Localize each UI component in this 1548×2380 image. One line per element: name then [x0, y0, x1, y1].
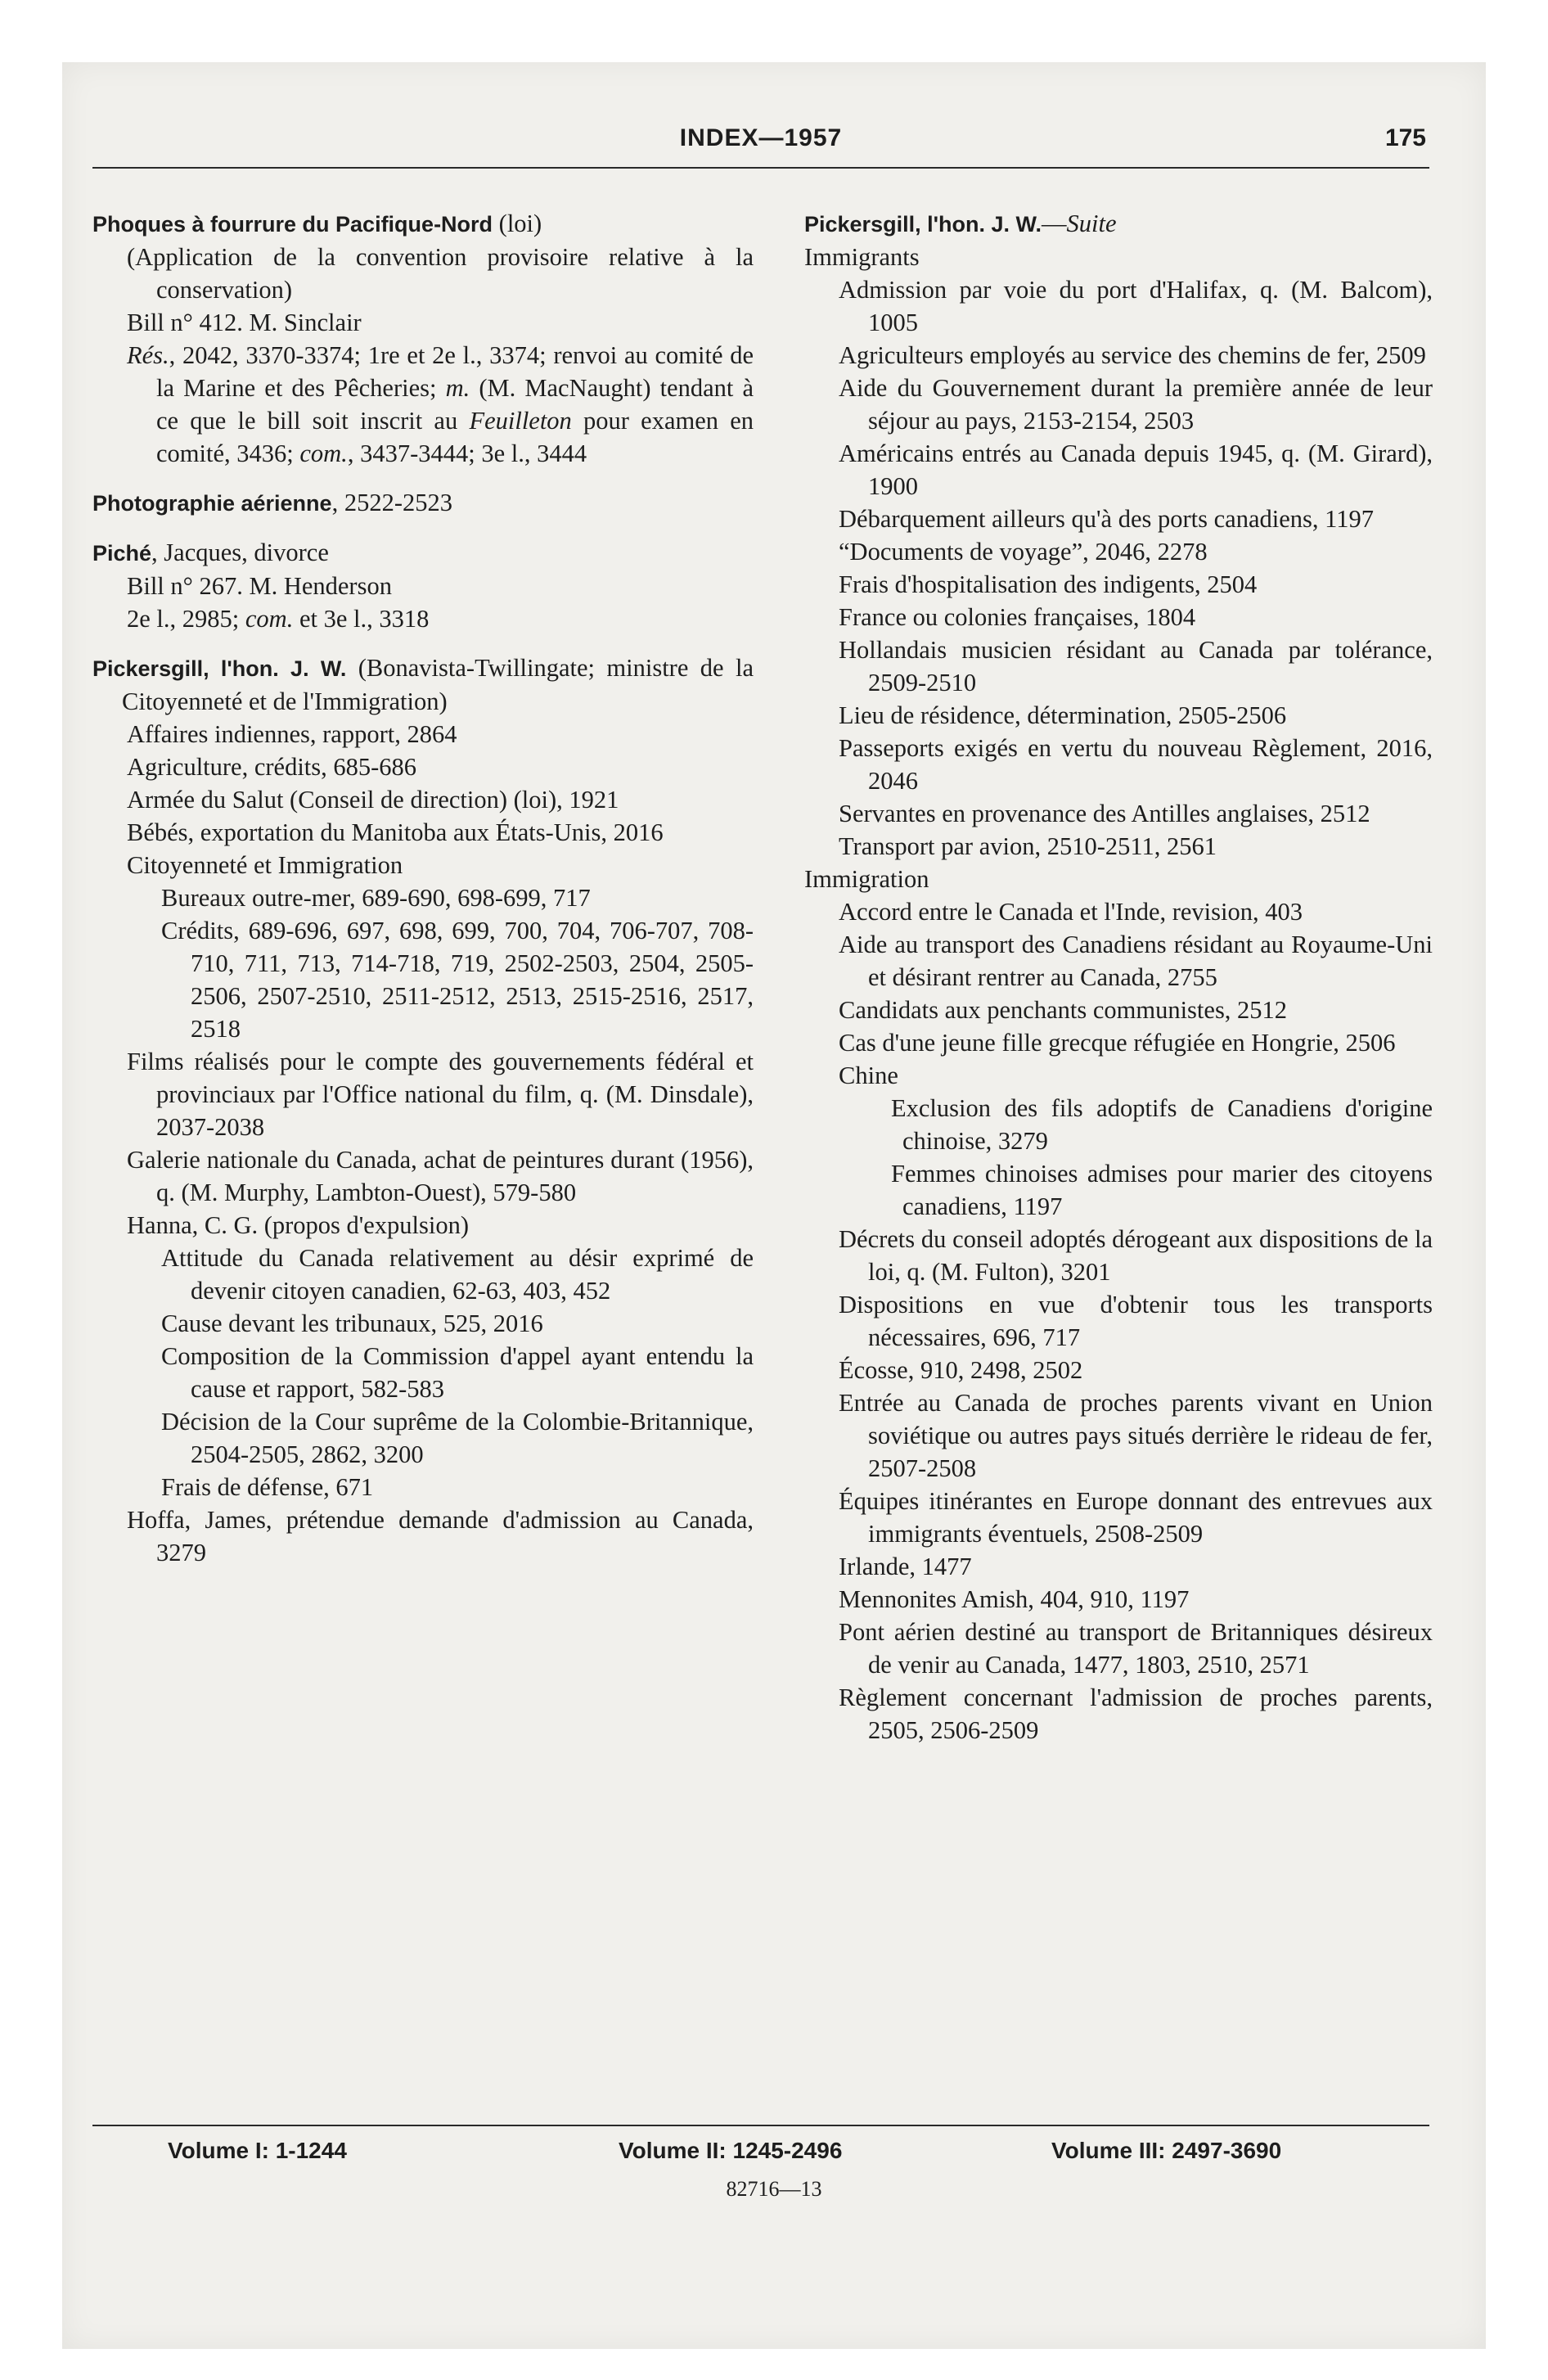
index-heading [92, 207, 754, 241]
entry-name: Pickersgill, l'hon. J. W. [804, 212, 1042, 237]
page-header [92, 124, 1429, 169]
index-subentry [804, 1616, 1433, 1681]
entry-text: Bill n° 267. M. Henderson [127, 572, 392, 600]
index-column-right [804, 207, 1433, 1747]
index-subentry [804, 535, 1433, 568]
entry-text: Transport par avion, 2510-2511, 2561 [839, 832, 1217, 860]
index-subentry [92, 718, 754, 751]
entry-text: Pont aérien destiné au transport de Britanniques désireux de venir au Canada, 1477, 1803, 2510, 2571 [839, 1618, 1433, 1679]
entry-text: (loi) [493, 210, 542, 237]
index-subentry [804, 863, 1433, 895]
running-title: INDEX—1957 [679, 124, 843, 151]
entry-text: Immigration [804, 865, 929, 893]
page-footer [92, 2125, 1429, 2201]
entry-text: com. [245, 605, 294, 633]
index-subentry [92, 306, 754, 339]
entry-text: Attitude du Canada relativement au désir exprimé de devenir citoyen canadien, 62-63, 403, 452 [161, 1244, 754, 1305]
entry-text: Débarquement ailleurs qu'à des ports canadiens, 1197 [839, 505, 1374, 533]
index-subentry [804, 699, 1433, 732]
entry-name: Photographie aérienne [92, 491, 332, 516]
entry-text: Aide du Gouvernement durant la première année de leur séjour au pays, 2153-2154, 2503 [839, 374, 1433, 435]
index-heading [92, 651, 754, 718]
index-subentry [804, 1092, 1433, 1157]
index-subentry [92, 339, 754, 470]
entry-text: , 3437-3444; 3e l., 3444 [347, 439, 587, 467]
entry-text: , Jacques, divorce [151, 539, 329, 566]
volume-3-range: Volume III: 2497-3690 [1051, 2138, 1282, 2163]
index-subentry [804, 1681, 1433, 1747]
entry-text: Agriculture, crédits, 685-686 [127, 753, 417, 781]
index-subentry [92, 783, 754, 816]
index-subentry [804, 895, 1433, 928]
entry-text: (Bonavista-Twillingate; ministre de la Citoyenneté et de l'Immigration) [122, 654, 754, 715]
entry-name: Pickersgill, l'hon. J. W. [92, 656, 347, 681]
index-subentry [804, 241, 1433, 273]
index-subentry [92, 1307, 754, 1340]
index-subentry [804, 568, 1433, 601]
index-subentry [92, 1471, 754, 1503]
volume-1-range: Volume I: 1-1244 [168, 2138, 347, 2163]
entry-text: Admission par voie du port d'Halifax, q. (M. Balcom), 1005 [839, 276, 1433, 336]
index-subentry [92, 881, 754, 914]
index-subentry [804, 994, 1433, 1026]
entry-text: Hoffa, James, prétendue demande d'admission au Canada, 3279 [127, 1506, 754, 1566]
index-subentry [804, 503, 1433, 535]
entry-text: Américains entrés au Canada depuis 1945, q. (M. Girard), 1900 [839, 439, 1433, 500]
entry-text: Composition de la Commission d'appel ayant entendu la cause et rapport, 582-583 [161, 1342, 754, 1403]
entry-text: et 3e l., 3318 [293, 605, 430, 633]
index-subentry [804, 1354, 1433, 1386]
index-subentry [92, 1209, 754, 1242]
index-subentry [804, 273, 1433, 339]
entry-text: (Application de la convention provisoire relative à la conservation) [127, 243, 754, 304]
entry-text: m. [445, 374, 470, 402]
index-subentry [92, 1503, 754, 1569]
entry-text: com. [299, 439, 348, 467]
entry-text: pour examen en comité, 3436; [156, 407, 754, 467]
entry-text: Hollandais musicien résidant au Canada par tolérance, 2509-2510 [839, 636, 1433, 696]
entry-text: Écosse, 910, 2498, 2502 [839, 1356, 1083, 1384]
entry-text: Cas d'une jeune fille grecque réfugiée en Hongrie, 2506 [839, 1029, 1396, 1057]
entry-text: Hanna, C. G. (propos d'expulsion) [127, 1211, 470, 1239]
entry-text: Servantes en provenance des Antilles anglaises, 2512 [839, 800, 1370, 827]
entry-text: Aide au transport des Canadiens résidant au Royaume-Uni et désirant rentrer au Canada, 2755 [839, 931, 1433, 991]
index-subentry [804, 830, 1433, 863]
index-subentry [92, 914, 754, 1045]
printer-code: 82716—13 [726, 2177, 822, 2201]
entry-text: Équipes itinérantes en Europe donnant des entrevues aux immigrants éventuels, 2508-2509 [839, 1487, 1433, 1548]
index-subentry [92, 241, 754, 306]
index-subentry [804, 928, 1433, 994]
index-subentry [804, 797, 1433, 830]
index-subentry [804, 1550, 1433, 1583]
entry-text: — [1042, 210, 1067, 237]
entry-text: Règlement concernant l'admission de proches parents, 2505, 2506-2509 [839, 1684, 1433, 1744]
index-subentry [92, 1340, 754, 1405]
entry-text: Chine [839, 1062, 898, 1089]
index-subentry [804, 437, 1433, 503]
entry-text: Affaires indiennes, rapport, 2864 [127, 720, 457, 748]
index-subentry [804, 1157, 1433, 1223]
index-subentry [92, 570, 754, 602]
entry-text: , 2522-2523 [331, 489, 452, 516]
index-subentry [92, 751, 754, 783]
index-subentry [804, 1059, 1433, 1092]
entry-text: Femmes chinoises admises pour marier des citoyens canadiens, 1197 [891, 1160, 1433, 1220]
index-heading [804, 207, 1433, 241]
entry-text: Bébés, exportation du Manitoba aux États-Unis, 2016 [127, 818, 664, 846]
index-subentry [804, 1026, 1433, 1059]
index-subentry [804, 732, 1433, 797]
index-subentry [804, 633, 1433, 699]
entry-text: Cause devant les tribunaux, 525, 2016 [161, 1309, 543, 1337]
index-heading [92, 486, 754, 520]
entry-text: Crédits, 689-696, 697, 698, 699, 700, 704, 706-707, 708-710, 711, 713, 714-718, 719, 2502-2503, 2504, 2505-2506, 2507-2510, 2511-2512, 2513, 2515-2516, 2517, 2518 [161, 917, 754, 1043]
entry-text: Candidats aux penchants communistes, 2512 [839, 996, 1288, 1024]
entry-text: Suite [1066, 210, 1117, 237]
entry-text: Accord entre le Canada et l'Inde, revision, 403 [839, 898, 1303, 926]
index-column-left [92, 207, 754, 1569]
entry-text: Immigrants [804, 243, 920, 271]
index-subentry [92, 849, 754, 881]
index-subentry [804, 1223, 1433, 1288]
entry-text: (M. MacNaught) tendant à ce que le bill soit inscrit au [156, 374, 754, 435]
entry-text: Bill n° 412. M. Sinclair [127, 309, 362, 336]
entry-text: Irlande, 1477 [839, 1553, 972, 1580]
entry-text: Passeports exigés en vertu du nouveau Règlement, 2016, 2046 [839, 734, 1433, 795]
entry-text: Rés. [127, 341, 169, 369]
entry-text: Mennonites Amish, 404, 910, 1197 [839, 1585, 1190, 1613]
index-subentry [804, 601, 1433, 633]
entry-text: Feuilleton [469, 407, 572, 435]
entry-text: Frais de défense, 671 [161, 1473, 374, 1501]
index-subentry [92, 1143, 754, 1209]
index-subentry [92, 1405, 754, 1471]
entry-text: Exclusion des fils adoptifs de Canadiens d'origine chinoise, 3279 [891, 1094, 1433, 1155]
entry-text: Décrets du conseil adoptés dérogeant aux dispositions de la loi, q. (M. Fulton), 3201 [839, 1225, 1433, 1286]
entry-text: 2e l., 2985; [127, 605, 245, 633]
entry-text: Films réalisés pour le compte des gouvernements fédéral et provinciaux par l'Office national du film, q. (M. Dinsdale), 2037-2038 [127, 1048, 754, 1141]
entry-text: Entrée au Canada de proches parents vivant en Union soviétique ou autres pays situés derrière le rideau de fer, 2507-2508 [839, 1389, 1433, 1482]
index-subentry [92, 1242, 754, 1307]
index-subentry [804, 1386, 1433, 1485]
entry-text: Bureaux outre-mer, 689-690, 698-699, 717 [161, 884, 591, 912]
index-heading [92, 536, 754, 570]
index-subentry [92, 1045, 754, 1143]
entry-text: Galerie nationale du Canada, achat de peintures durant (1956), q. (M. Murphy, Lambton-Ouest), 579-580 [127, 1146, 754, 1206]
index-subentry [92, 816, 754, 849]
page-number: 175 [1384, 124, 1426, 151]
entry-text: Dispositions en vue d'obtenir tous les transports nécessaires, 696, 717 [839, 1291, 1433, 1351]
entry-text: Frais d'hospitalisation des indigents, 2504 [839, 570, 1258, 598]
volume-ranges [92, 2138, 1429, 2170]
entry-name: Phoques à fourrure du Pacifique-Nord [92, 212, 493, 237]
volume-2-range: Volume II: 1245-2496 [619, 2138, 843, 2163]
entry-text: , 2042, 3370-3374; 1re et 2e l., 3374; renvoi au comité de la Marine et des Pêcheries; [156, 341, 754, 402]
entry-text: Armée du Salut (Conseil de direction) (loi), 1921 [127, 786, 619, 814]
index-subentry [92, 602, 754, 635]
index-subentry [804, 1288, 1433, 1354]
entry-text: “Documents de voyage”, 2046, 2278 [839, 538, 1208, 566]
entry-name: Piché [92, 541, 152, 566]
index-subentry [804, 339, 1433, 372]
entry-text: Citoyenneté et Immigration [127, 851, 403, 879]
index-subentry [804, 1583, 1433, 1616]
index-subentry [804, 372, 1433, 437]
entry-text: France ou colonies françaises, 1804 [839, 603, 1196, 631]
entry-text: Lieu de résidence, détermination, 2505-2506 [839, 701, 1287, 729]
entry-text: Agriculteurs employés au service des chemins de fer, 2509 [839, 341, 1426, 369]
index-subentry [804, 1485, 1433, 1550]
entry-text: Décision de la Cour suprême de la Colombie-Britannique, 2504-2505, 2862, 3200 [161, 1408, 754, 1468]
